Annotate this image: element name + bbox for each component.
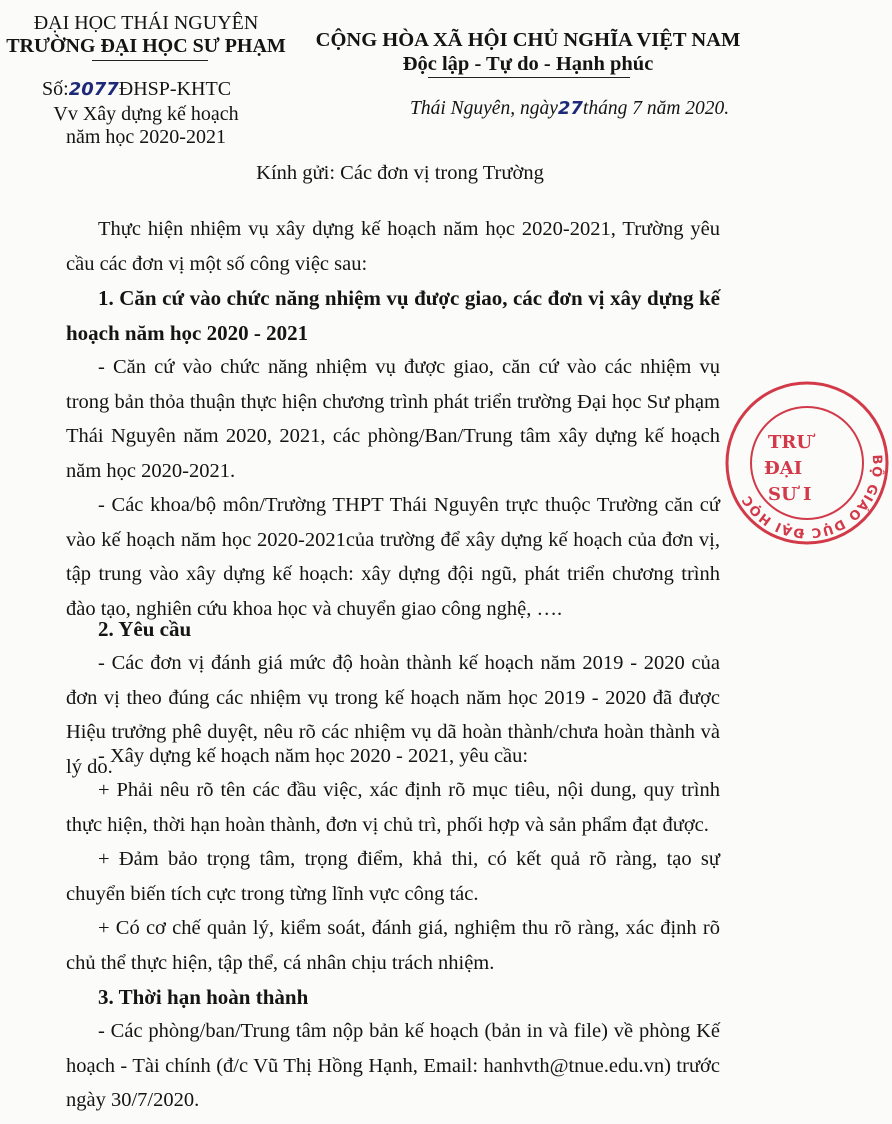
section-3-paragraph-1: - Các phòng/ban/Trung tâm nộp bản kế hoạch (bản in và file) về phòng Kế hoạch - Tài chính (đ/c Vũ Thị Hồng Hạnh, Email: hanhvth@tnue.edu.vn) trước ngày 30/7/2020.: [66, 1020, 720, 1112]
intro-paragraph: Thực hiện nhiệm vụ xây dựng kế hoạch năm học 2020-2021, Trường yêu cầu các đơn vị một số công việc sau:: [66, 218, 720, 275]
seal-ring-text: BỘ GIÁO DỤC ĐẠI HỌC: [739, 454, 885, 541]
official-seal: [722, 378, 892, 548]
section-1-paragraph-2: - Các khoa/bộ môn/Trường THPT Thái Nguyên trực thuộc Trường căn cứ vào kế hoạch năm học 2020-2021của trường để xây dựng kế hoạch của đơn vị, tập trung vào xây dựng kế hoạch: xây dựng đội ngũ, phát triển chương trình đào tạo, nghiên cứu khoa học và chuyển giao công nghệ, ….: [66, 494, 720, 620]
seal-line-1: TRƯ: [768, 432, 813, 453]
seal-graphic: [722, 378, 892, 548]
date-day-handwritten: 27: [557, 98, 583, 119]
motto-underline: [428, 77, 630, 78]
section-2-paragraph-4: + Đảm bảo trọng tâm, trọng điểm, khả thi, có kết quả rõ ràng, tạo sự chuyển biến tích cực trong từng lĩnh vực công tác.: [66, 848, 720, 905]
header-left: [0, 12, 292, 58]
section-1-heading: 1. Căn cứ vào chức năng nhiệm vụ được giao, các đơn vị xây dựng kế hoạch năm học 2020 - 2021: [66, 286, 720, 345]
number-suffix: ĐHSP-KHTC: [118, 78, 232, 100]
section-2-heading: 2. Yêu cầu: [98, 617, 192, 641]
section-2-paragraph-5: + Có cơ chế quản lý, kiểm soát, đánh giá, nghiệm thu rõ ràng, xác định rõ chủ thể thực hiện, tập thể, cá nhân chịu trách nhiệm.: [66, 917, 720, 974]
school-name: TRƯỜNG ĐẠI HỌC SƯ PHẠM: [6, 35, 286, 57]
subject: [0, 103, 292, 149]
date-prefix: Thái Nguyên, ngày: [410, 98, 558, 119]
number-handwritten: 2077: [68, 79, 119, 100]
section-2-paragraph-1: - Các đơn vị đánh giá mức độ hoàn thành kế hoạch năm 2019 - 2020 của đơn vị theo đúng các nhiệm vụ trong kế hoạch năm học 2019 - 2020 đã được Hiệu trưởng phê duyệt, nêu rõ các nhiệm vụ dã hoàn thành/chưa hoàn thành và lý do.: [66, 652, 720, 778]
subject-line-1: Vv Xây dựng kế hoạch: [53, 103, 239, 125]
subject-line-2: năm học 2020-2021: [66, 126, 226, 148]
section-2-paragraph-2: - Xây dựng kế hoạch năm học 2020 - 2021, yêu cầu:: [98, 745, 529, 767]
header-left-underline: [92, 60, 208, 61]
country-name: CỘNG HÒA XÃ HỘI CHỦ NGHĨA VIỆT NAM: [315, 29, 741, 51]
section-1-paragraph-1: - Căn cứ vào chức năng nhiệm vụ được giao, căn cứ vào các nhiệm vụ trong bản thỏa thuận thực hiện chương trình phát triển trường Đại học Sư phạm Thái Nguyên năm 2020, 2021, các phòng/Ban/Trung tâm xây dựng kế hoạch năm học 2020-2021.: [66, 356, 720, 482]
date-line: [410, 98, 729, 120]
university-name: ĐẠI HỌC THÁI NGUYÊN: [33, 12, 259, 34]
seal-line-2: ĐẠI: [764, 458, 803, 479]
section-3-heading: 3. Thời hạn hoàn thành: [98, 985, 309, 1009]
number-prefix: Số:: [42, 78, 69, 100]
seal-line-3: SƯ I: [768, 484, 812, 505]
motto: Độc lập - Tự do - Hạnh phúc: [402, 53, 654, 75]
document-number: [42, 78, 231, 101]
header-right: [298, 28, 758, 76]
section-2-paragraph-3: + Phải nêu rõ tên các đầu việc, xác định rõ mục tiêu, nội dung, quy trình thực hiện, thời hạn hoàn thành, đơn vị chủ trì, phối hợp và sản phẩm đạt được.: [66, 779, 720, 836]
date-suffix: tháng 7 năm 2020.: [582, 98, 730, 119]
recipient: Kính gửi: Các đơn vị trong Trường: [256, 162, 544, 184]
